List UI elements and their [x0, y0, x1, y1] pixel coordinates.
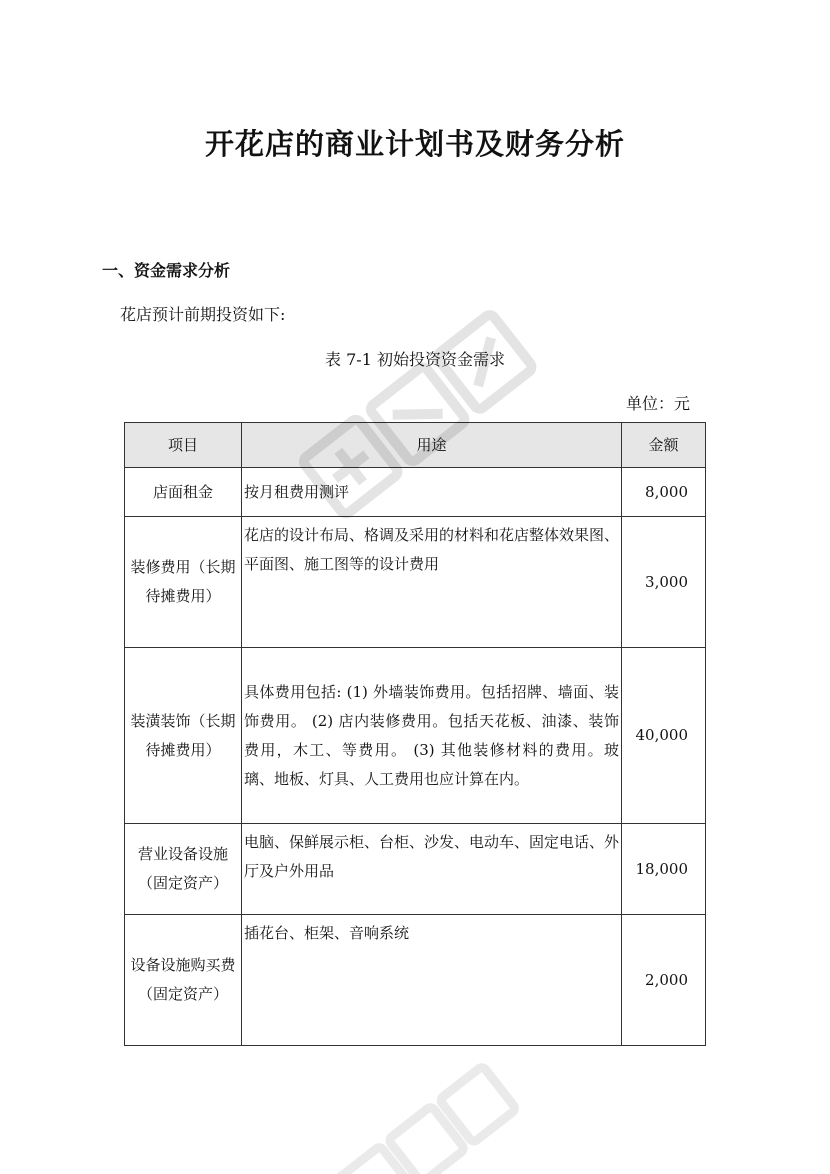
table-row — [125, 648, 706, 824]
cell-item: 装潢装饰（长期待摊费用） — [125, 648, 242, 824]
table-row — [125, 517, 706, 648]
cell-amount: 8,000 — [622, 468, 706, 517]
table-caption: 表 7-1 初始投资资金需求 — [325, 350, 505, 369]
cell-amount: 18,000 — [622, 824, 706, 915]
cell-item: 营业设备设施（固定资产） — [125, 824, 242, 915]
table-row — [125, 468, 706, 517]
header-amount: 金额 — [622, 423, 706, 468]
cell-use: 插花台、柜架、音响系统 — [242, 915, 622, 1046]
table-header-row — [125, 423, 706, 468]
cell-amount: 40,000 — [622, 648, 706, 824]
document-title: 开花店的商业计划书及财务分析 — [204, 127, 625, 161]
intro-paragraph: 花店预计前期投资如下: — [120, 305, 286, 324]
header-use: 用途 — [242, 423, 622, 468]
header-item: 项目 — [125, 423, 242, 468]
watermark-graphic — [300, 1060, 540, 1174]
cell-use: 电脑、保鲜展示柜、台柜、沙发、电动车、固定电话、外厅及户外用品 — [242, 824, 622, 915]
table-row — [125, 915, 706, 1046]
investment-table — [124, 422, 706, 1046]
cell-amount: 2,000 — [622, 915, 706, 1046]
section-heading: 一、资金需求分析 — [102, 261, 231, 280]
cell-use: 具体费用包括: (1) 外墙装饰费用。包括招牌、墙面、装饰费用。 (2) 店内装修费用。包括天花板、油漆、装饰费用，木工、等费用。 (3) 其他装修材料的费用。玻璃、地板、灯具、人工费用也应计算在内。 — [242, 648, 622, 824]
cell-item: 店面租金 — [125, 468, 242, 517]
cell-item: 装修费用（长期待摊费用） — [125, 517, 242, 648]
cell-use: 按月租费用测评 — [242, 468, 622, 517]
unit-note: 单位：元 — [625, 394, 690, 413]
table-row — [125, 824, 706, 915]
cell-amount: 3,000 — [622, 517, 706, 648]
cell-use: 花店的设计布局、格调及采用的材料和花店整体效果图、平面图、施工图等的设计费用 — [242, 517, 622, 648]
cell-item: 设备设施购买费（固定资产） — [125, 915, 242, 1046]
